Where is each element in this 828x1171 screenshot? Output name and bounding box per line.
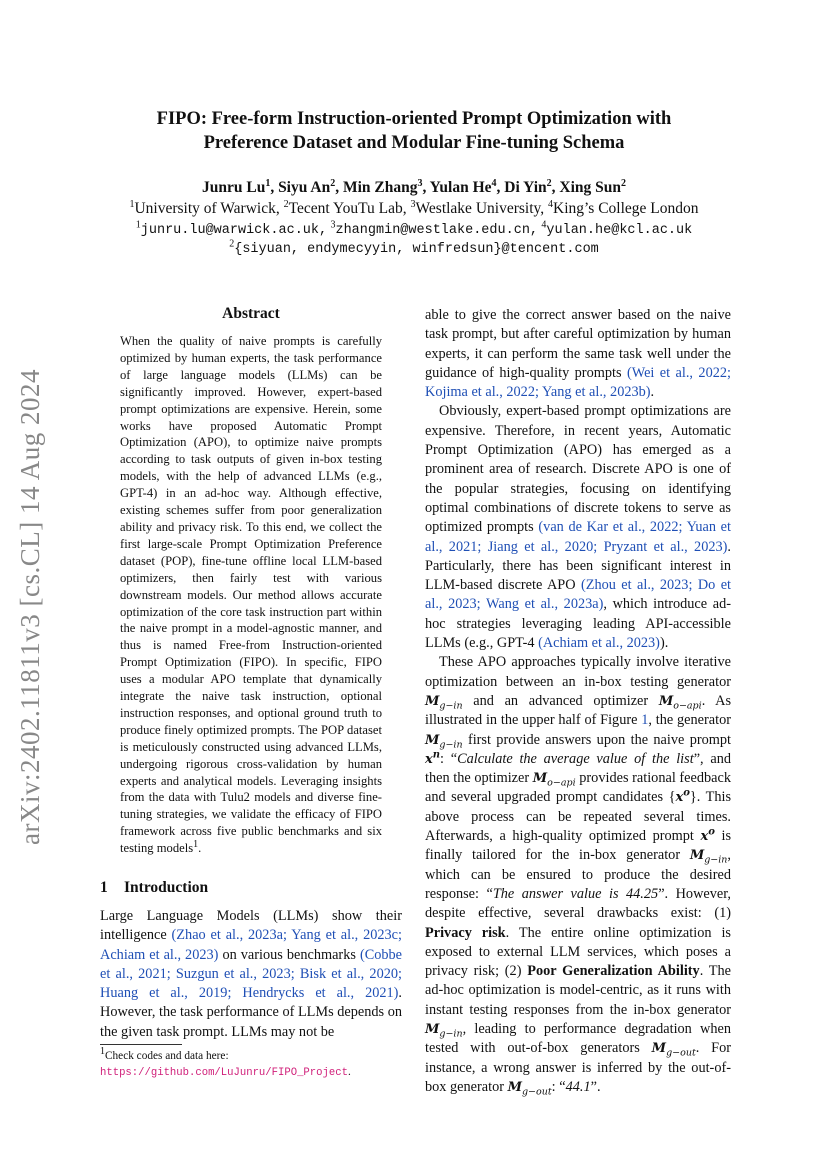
citation-link[interactable]: (van de Kar et al., 2022; Yuan et al., 2021; Jiang et al., 2020; Pryzant et al., 2023) [425,519,731,555]
author-affil-mark: 2 [621,177,627,189]
author-affil-mark: 4 [491,177,497,189]
arxiv-side-stamp: arXiv:2402.11811v3 [cs.CL] 14 Aug 2024 [15,369,45,845]
author-name: Xing Sun [559,179,622,196]
affiliation: Westlake University, [415,200,545,217]
email[interactable]: zhangmin@westlake.edu.cn, [335,223,539,238]
affil-mark: 4 [548,198,553,210]
author-name: Di Yin [504,179,547,196]
footnote-number: 1 [100,1046,105,1058]
text-run: on various benchmarks [222,946,356,963]
affil-mark: 2 [229,238,235,250]
text-run: is finally tailored for the in-box generator [425,828,732,864]
math-symbol: $M_{o-api}$ [532,771,576,789]
email-line-2 [60,238,768,260]
paper-title [90,107,738,155]
text-run: , which can be ensured to produce the desired response: “ [425,847,731,902]
text-run: }. This above process can be repeated several times. Afterwards, a high-quality optimized prompt [425,789,732,845]
text-run: Large Language Models (LLMs) show their intelligence [100,908,402,944]
affiliation: King’s College London [553,200,699,217]
citation-link[interactable]: (Zhao et al., 2023a; Yang et al., 2023c; Achiam et al., 2023) [100,927,402,963]
right-column [425,306,731,1097]
text-run: and an advanced optimizer [473,692,649,709]
math-symbol: $M_{g-in}$ [425,693,463,712]
footnote-url-link[interactable]: https://github.com/LuJunru/FIPO_Project [100,1066,348,1079]
text-run: ”. [590,1078,601,1095]
title-line-2: Preference Dataset and Modular Fine-tuning Schema [203,133,625,153]
math-symbol: $x^o$ [675,788,690,806]
quote-text: 44.1 [565,1078,591,1095]
email[interactable]: {siyuan, endymecyyin, winfredsun}@tencent.com [234,242,599,257]
text-run: . The entire online optimization is exposed to external LLM services, which poses a privacy risk; (2) [425,924,731,980]
author-name: Junru Lu [201,179,266,196]
paragraph [425,653,731,1097]
author-list: Junru Lu$^1$, Siyu An$^2$, Min Zhang$^3$, Yulan He$^4$, Di Yin$^2$, Xing Sun$^2$ [201,177,627,196]
affil-mark: 2 [283,198,289,210]
math-symbol: $x^n$ [425,749,441,767]
text-run: able to give the correct answer based on the naive task prompt, but after careful optimization by human experts, it can perform the same task well under the guidance of high-quality prompts [425,307,731,381]
text-run: ). [659,635,669,652]
quote-text: The answer value is 44.25 [492,885,659,902]
text-run: . However, the task performance of LLMs depends on the given task prompt. LLMs may not be [100,985,402,1040]
affil-mark: 3 [330,219,336,231]
text-run: ”. However, despite effective, several drawbacks exist: (1) [425,885,731,922]
text-run: These APO approaches typically involve iterative optimization between an in-box testing generator [425,654,731,690]
footnote-end: . [347,1065,351,1078]
abstract-body: When the quality of naive prompts is carefully optimized by human experts, the task performance of large language models (LLMs) can be significantly improved. However, expert-based prompt optimizations are expensive. Herein, some works have proposed Automatic Prompt Optimization (APO), to optimize naive prompts according to task outputs of given in-box testing models, with the help of advanced LLMs (e.g., GPT-4) in an ad-hoc way. Although effective, existing schemes suffer from poor generalization ability and privacy risk. To this end, we collect the first large-scale Prompt Optimization Preference dataset (POP), fine-tune offline local LLM-based optimizers, then fairly test with various downstream models. Our method allows accurate optimization of the core task instruction part within the naive prompt in a model-agnostic manner, and thus is named Free-from Instruction-oriented Prompt Optimization (FIPO). In specific, FIPO uses a modular APO template that dynamically integrate the naive task instruction, optional instruction responses, and optional ground truth to produce finely optimized prompts. The POP dataset is meticulously constructed using advanced LLMs, undergoing rigorous cross-validation by human experts and analytical models. Leveraging insights from the data with Tulu2 models and diverse fine-tuning strategies, we validate the efficacy of FIPO framework across five public benchmarks and six testing models$^1$. [120,334,382,856]
quote-text: Calculate the average value of the list [457,750,694,767]
text-run: . The ad-hoc optimization is model-centric, as it runs with instant testing responses from the in-box generator [425,963,732,1018]
math-symbol: $x^o$ [700,826,715,845]
title-line-1: FIPO: Free-form Instruction-oriented Prompt Optimization with [156,109,672,129]
math-symbol: $M_{g-in}$ [425,1021,463,1040]
text-run: , which introduce ad-hoc strategies leveraging leading API-accessible LLMs (e.g., GPT-4 [425,596,732,652]
affiliation: Tecent YouTu Lab, [288,200,407,217]
affil-mark: 3 [410,198,416,210]
affiliations [60,199,768,219]
text-run: : “ [551,1078,566,1095]
author-affil-mark: 2 [546,177,552,189]
affil-mark: 4 [541,219,547,231]
footnote-text: Check codes and data here: [105,1050,229,1062]
section-title: Introduction [124,879,209,896]
section-heading [100,879,208,897]
citation-link[interactable]: (Zhou et al., 2023; Do et al., 2023; Wang et al., 2023a) [425,577,732,613]
affiliation: University of Warwick, [134,200,280,217]
email[interactable]: yulan.he@kcl.ac.uk [546,223,693,238]
citation-link[interactable]: (Wei et al., 2022; Kojima et al., 2022; Yang et al., 2023b) [425,364,731,401]
text-run: : “ [440,750,458,767]
author-name: Siyu An [278,179,331,196]
math-symbol: $M_{g-out}$ [651,1041,696,1059]
abstract-heading: Abstract [222,305,280,322]
text-run: , the generator [648,712,731,729]
bold-term: Privacy risk [425,924,506,941]
text-run: . Particularly, there has been significant interest in LLM-based discrete APO [425,538,731,594]
author-name: Min Zhang [342,179,418,196]
affil-mark: 1 [135,219,141,231]
author-affil-mark: 3 [417,177,423,189]
text-run: ”, and then the optimizer [425,750,731,787]
paragraph [425,402,731,653]
author-affil-mark: 2 [330,177,336,189]
abstract-text: When the quality of naive prompts is carefully optimized by human experts, the task performance of large language models (LLMs) can be significantly improved. However, expert-based prompt optimizations are expensive. Herein, some works have proposed Automatic Prompt Optimization (APO), to optimize naive prompts according to task outputs of given in-box testing models, with the help of advanced LLMs (e.g., GPT-4) in an ad-hoc way. Although effective, existing schemes suffer from poor generalization ability and privacy risk. To this end, we collect the first large-scale Prompt Optimization Preference dataset (POP), fine-tune offline local LLM-based optimizers, then fairly test with various downstream models. Our method allows accurate optimization of the core task instruction part within the naive prompt in a model-agnostic manner, and thus is named Free-from Instruction-oriented Prompt Optimization (FIPO). In specific, FIPO uses a modular APO template that dynamically integrate the naive task instruction, optional instruction responses, and optional ground truth to produce finely optimized prompts. The POP dataset is meticulously constructed using advanced LLMs, undergoing rigorous cross-validation by human experts and analytical models. Leveraging insights from the data with Tulu2 models and diverse fine-tuning strategies, we validate the efficacy of FIPO framework across five public benchmarks and six testing models [120,334,382,856]
author-name: Yulan He [429,179,492,196]
text-run: , leading to performance degradation when tested with out-of-box generators [425,1020,731,1057]
bold-term: Poor Generalization Ability [527,963,700,980]
text-run: . For instance, a wrong answer is inferred by the out-of-box generator [425,1040,731,1095]
text-run: . [650,384,655,401]
text-run: . As illustrated in the upper half of Figure [425,692,732,729]
intro-paragraph [100,907,402,1042]
email[interactable]: junru.lu@warwick.ac.uk, [140,223,328,238]
math-symbol: $M_{g-in}$ [425,732,463,751]
math-symbol: $M_{g-in}$ [689,848,728,866]
affil-mark: 1 [129,198,135,210]
text-run: first provide answers upon the naive prompt [467,731,731,748]
math-symbol: $M_{g-out}$ [507,1079,552,1098]
author-affil-mark: 1 [265,177,271,189]
footnote-rule [100,1044,182,1045]
citation-link[interactable]: (Achiam et al., 2023) [538,635,660,652]
footnote-mark[interactable]: 1 [193,839,199,850]
citation-link[interactable]: (Cobbe et al., 2021; Suzgun et al., 2023; Bisk et al., 2020; Huang et al., 2019; Hendrycks et al., 2021) [100,946,403,1002]
math-symbol: $M_{o-api}$ [658,693,702,712]
section-number: 1 [100,879,108,896]
text-run: provides rational feedback and several upgraded prompt candidates { [425,770,732,806]
paragraph [425,306,731,402]
text-run: Obviously, expert-based prompt optimizations are expensive. Therefore, in recent years, Automatic Prompt Optimization (APO) has emerged as a prominent area of research. Discrete APO is one of the popular strategies, focusing on identifying optimal combinations of discrete tokens to serve as optimized prompts [425,403,731,536]
figure-ref-link[interactable]: 1 [641,712,649,729]
footnote [100,1046,406,1081]
